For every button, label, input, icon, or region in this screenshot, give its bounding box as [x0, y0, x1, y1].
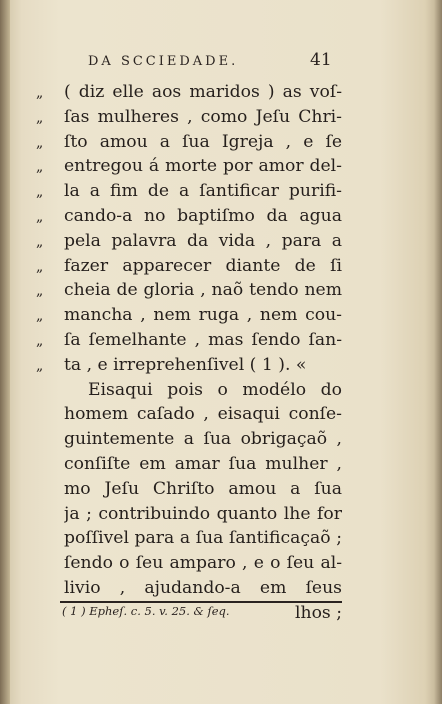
text-line: [36, 402, 342, 427]
page-gutter: [0, 0, 10, 704]
text-line: [36, 378, 342, 403]
footnote-rule: [60, 601, 342, 603]
line-text: ſendo o ſeu amparo , e o ſeu al-: [64, 553, 342, 574]
line-text: ſto amou a ſua Igreja , e ſe: [64, 131, 342, 152]
text-line: [36, 551, 342, 576]
line-text: Eisaqui pois o modélo do: [88, 379, 342, 400]
quote-mark: „: [36, 357, 43, 374]
line-text: conſiſte em amar ſua mulher ,: [64, 453, 342, 474]
quote-mark: „: [36, 85, 43, 101]
text-line: [36, 477, 342, 502]
line-text: cheia de gloria , naõ tendo nem: [64, 280, 342, 301]
quote-mark: „: [36, 308, 43, 325]
line-text: ſas mulheres , como Jeſu Chri-: [64, 106, 342, 127]
text-line: [36, 427, 342, 452]
text-line: [36, 80, 342, 105]
quote-mark: „: [36, 184, 43, 201]
quote-mark: „: [36, 134, 43, 151]
text-line: [36, 179, 342, 204]
text-line: [36, 154, 342, 179]
line-text: fazer apparecer diante de ſi: [64, 255, 342, 276]
body-text: [36, 80, 342, 626]
line-text: ta , e irreprehenſivel ( 1 ). «: [64, 354, 307, 375]
text-line: [36, 204, 342, 229]
text-line: [36, 303, 342, 328]
line-text: cando-a no baptiſmo da agua: [64, 205, 342, 226]
quote-mark: „: [36, 258, 43, 275]
line-text: livio , ajudando-a em ſeus: [64, 577, 342, 598]
line-text: mancha , nem ruga , nem cou-: [64, 305, 342, 326]
line-text: ja ; contribuindo quanto lhe for: [64, 503, 342, 524]
line-text: ſa ſemelhante , mas ſendo ſan-: [64, 329, 342, 350]
line-text: la a fim de a ſantificar purifi-: [64, 181, 342, 202]
line-text: homem caſado , eisaqui conſe-: [64, 404, 342, 425]
running-head: DA SCCIEDADE.: [88, 54, 239, 69]
quote-mark: „: [36, 208, 43, 225]
page-number: 41: [310, 50, 332, 70]
text-line: [36, 502, 342, 527]
text-line: [36, 105, 342, 130]
footnote: ( 1 ) Epheſ. c. 5. v. 25. & ſeq.: [62, 604, 230, 618]
line-text: poſſivel para a ſua ſantificaçaõ ;: [64, 528, 342, 549]
text-line: [36, 229, 342, 254]
text-line: [36, 576, 342, 601]
quote-mark: „: [36, 159, 43, 176]
quote-mark: „: [36, 283, 43, 300]
quote-mark: „: [36, 332, 43, 349]
line-text: pela palavra da vida , para a: [64, 230, 342, 251]
line-text: ( diz elle aos maridos ) as voſ-: [64, 82, 342, 102]
text-line: [36, 452, 342, 477]
text-line: [36, 353, 342, 378]
text-line: [36, 130, 342, 155]
text-line: [36, 278, 342, 303]
text-line: [36, 254, 342, 279]
line-text: lhos ;: [295, 602, 342, 623]
page-edge-shadow: [434, 0, 442, 704]
text-line: [36, 328, 342, 353]
line-text: guintemente a ſua obrigaçaõ ,: [64, 429, 342, 450]
text-line: [36, 526, 342, 551]
quote-mark: „: [36, 109, 43, 126]
quote-mark: „: [36, 233, 43, 250]
line-text: entregou á morte por amor del-: [64, 156, 342, 177]
line-text: mo Jeſu Chriſto amou a ſua: [64, 478, 342, 499]
